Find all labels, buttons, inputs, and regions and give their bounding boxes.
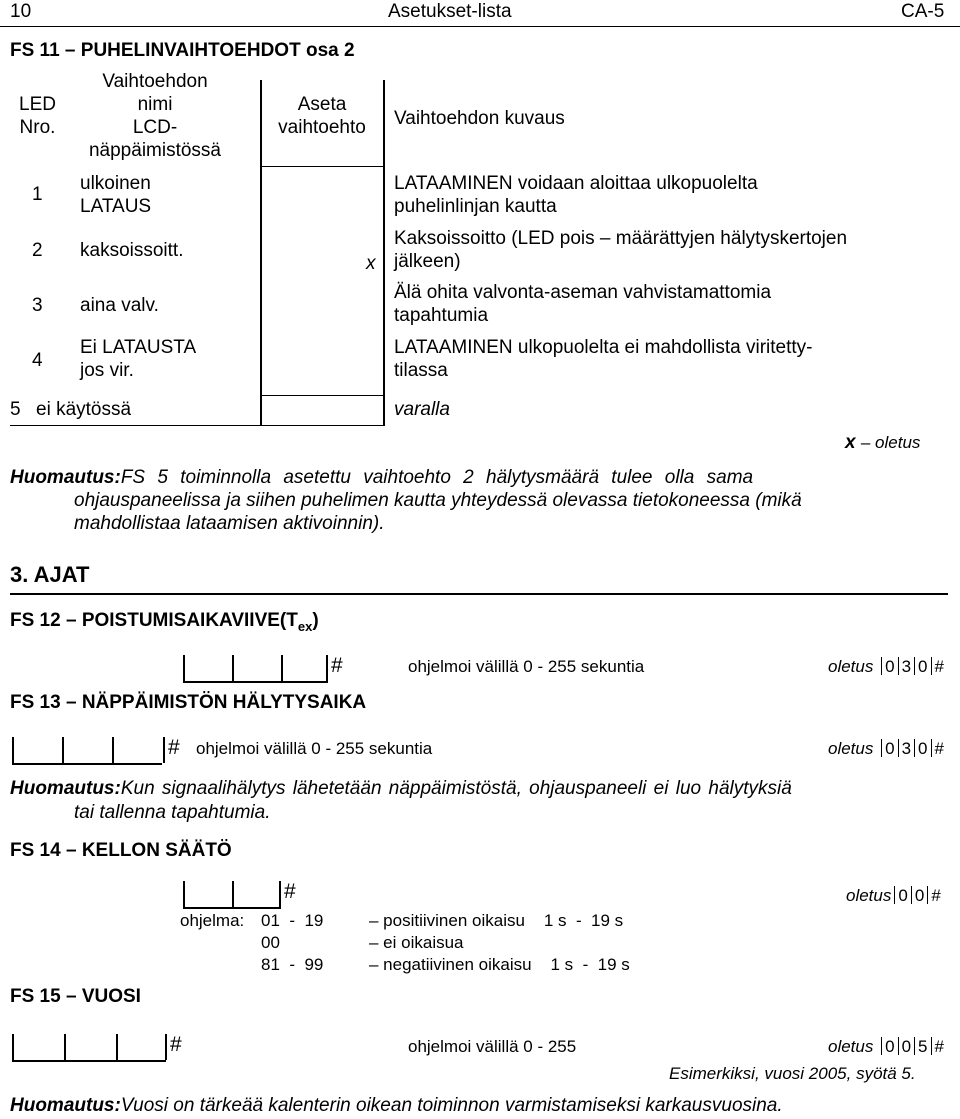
fs14-program-label: ohjelma: xyxy=(180,911,245,930)
fs14-range-desc: – positiivinen oikaisu 1 s - 19 s xyxy=(369,911,624,930)
row-desc: LATAAMINEN ulkopuolelta ei mahdollista viritetty- tilassa xyxy=(394,337,813,381)
digit-box-end xyxy=(326,655,328,681)
fs13-default: oletus 0 3 0 # xyxy=(828,739,944,758)
page-number: 10 xyxy=(10,1,32,22)
header-code: CA-5 xyxy=(901,1,945,22)
fs13-title: FS 13 – NÄPPÄIMISTÖN HÄLYTYSAIKA xyxy=(10,692,367,713)
default-legend-text: – oletus xyxy=(860,433,921,452)
fs14-range: 01 - 19 xyxy=(261,911,324,930)
row-name: ulkoinen LATAUS xyxy=(80,173,152,217)
row-desc: Kaksoissoitto (LED pois – määrättyjen hälytyskertojen jälkeen) xyxy=(394,228,848,272)
digit-box[interactable] xyxy=(112,737,162,765)
col-header-set: Aseta vaihtoehto xyxy=(278,94,366,138)
section-rule xyxy=(10,593,948,595)
hash-key: # xyxy=(284,880,296,903)
header-title: Asetukset-lista xyxy=(388,1,512,22)
digit-box[interactable] xyxy=(12,737,62,765)
default-legend-mark: x xyxy=(845,432,856,453)
fs14-range-desc: – ei oikaisua xyxy=(369,933,464,952)
row-default-mark: x xyxy=(366,253,376,274)
fs11-note: Huomautus:FS 5 toiminnolla asetettu vaihtoehto 2 hälytysmäärä tulee olla sama ohjauspaneelissa ja siihen puhelimen kautta yhteydessä olevassa tietokoneessa (mikä mahdollistaa lataamisen aktivoinnin). xyxy=(10,467,802,534)
row-name: Ei LATAUSTA jos vir. xyxy=(80,337,197,381)
col-header-name: Vaihtoehdon nimi LCD- näppäimistössä xyxy=(88,71,222,161)
col-header-led: LED Nro. xyxy=(19,94,56,138)
col-header-desc: Vaihtoehdon kuvaus xyxy=(394,108,565,129)
table-rule xyxy=(260,395,385,396)
row-led: 5 xyxy=(10,399,21,420)
fs13-note: Huomautus:Kun signaalihälytys lähetetään näppäimistöstä, ohjauspaneeli ei luo hälytyksiä tai tallenna tapahtumia. xyxy=(10,778,792,823)
row-name: ei käytössä xyxy=(36,399,132,420)
fs15-example: Esimerkiksi, vuosi 2005, syötä 5. xyxy=(669,1064,916,1083)
fs14-range: 81 - 99 xyxy=(261,955,324,974)
fs14-default: oletus 0 0 # xyxy=(846,886,941,905)
digit-box[interactable] xyxy=(281,655,328,683)
digit-box-end xyxy=(279,881,281,907)
digit-box[interactable] xyxy=(12,1034,64,1062)
digit-box[interactable] xyxy=(183,655,232,683)
table-rule xyxy=(260,166,385,167)
fs12-program-text: ohjelmoi välillä 0 - 255 sekuntia xyxy=(408,657,645,676)
digit-box[interactable] xyxy=(64,1034,116,1062)
row-led: 2 xyxy=(32,240,43,261)
row-name: aina valv. xyxy=(80,295,159,316)
row-led: 4 xyxy=(32,350,43,371)
default-legend xyxy=(845,432,920,454)
fs11-title: FS 11 – PUHELINVAIHTOEHDOT osa 2 xyxy=(10,40,355,61)
fs13-program-text: ohjelmoi välillä 0 - 255 sekuntia xyxy=(196,739,433,758)
row-name: kaksoissoitt. xyxy=(80,240,184,261)
digit-box[interactable] xyxy=(183,881,232,909)
table-divider-right xyxy=(383,80,385,425)
fs12-default: oletus 0 3 0 # xyxy=(828,657,944,676)
digit-box[interactable] xyxy=(116,1034,166,1062)
hash-key: # xyxy=(168,736,180,759)
hash-key: # xyxy=(170,1033,182,1056)
row-led: 1 xyxy=(32,184,43,205)
row-desc: Älä ohita valvonta-aseman vahvistamattomia tapahtumia xyxy=(394,282,772,326)
digit-box[interactable] xyxy=(232,655,281,683)
row-desc: LATAAMINEN voidaan aloittaa ulkopuolelta puhelinlinjan kautta xyxy=(394,173,758,217)
header-rule xyxy=(0,26,960,27)
digit-box-end xyxy=(163,737,165,763)
fs15-title: FS 15 – VUOSI xyxy=(10,986,141,1007)
row-desc: varalla xyxy=(394,399,450,420)
fs14-range-desc: – negatiivinen oikaisu 1 s - 19 s xyxy=(369,955,630,974)
fs15-program-text: ohjelmoi välillä 0 - 255 xyxy=(408,1037,577,1056)
hash-key: # xyxy=(331,654,343,677)
digit-box[interactable] xyxy=(232,881,281,909)
fs14-range: 00 xyxy=(261,933,280,952)
fs15-note: Huomautus:Vuosi on tärkeää kalenterin oikean toiminnon varmistamiseksi karkausvuosina. xyxy=(10,1095,783,1116)
digit-box-end xyxy=(165,1034,167,1060)
fs14-title: FS 14 – KELLON SÄÄTÖ xyxy=(10,840,232,861)
table-rule-bottom xyxy=(10,425,385,426)
row-led: 3 xyxy=(32,295,43,316)
fs15-default: oletus 0 0 5 # xyxy=(828,1037,944,1056)
digit-box[interactable] xyxy=(62,737,112,765)
fs12-title: FS $12 - POISTUMISAIKAVIIVE(T_{ex})$ xyxy=(10,610,319,634)
section-title: 3. AJAT xyxy=(10,562,90,587)
